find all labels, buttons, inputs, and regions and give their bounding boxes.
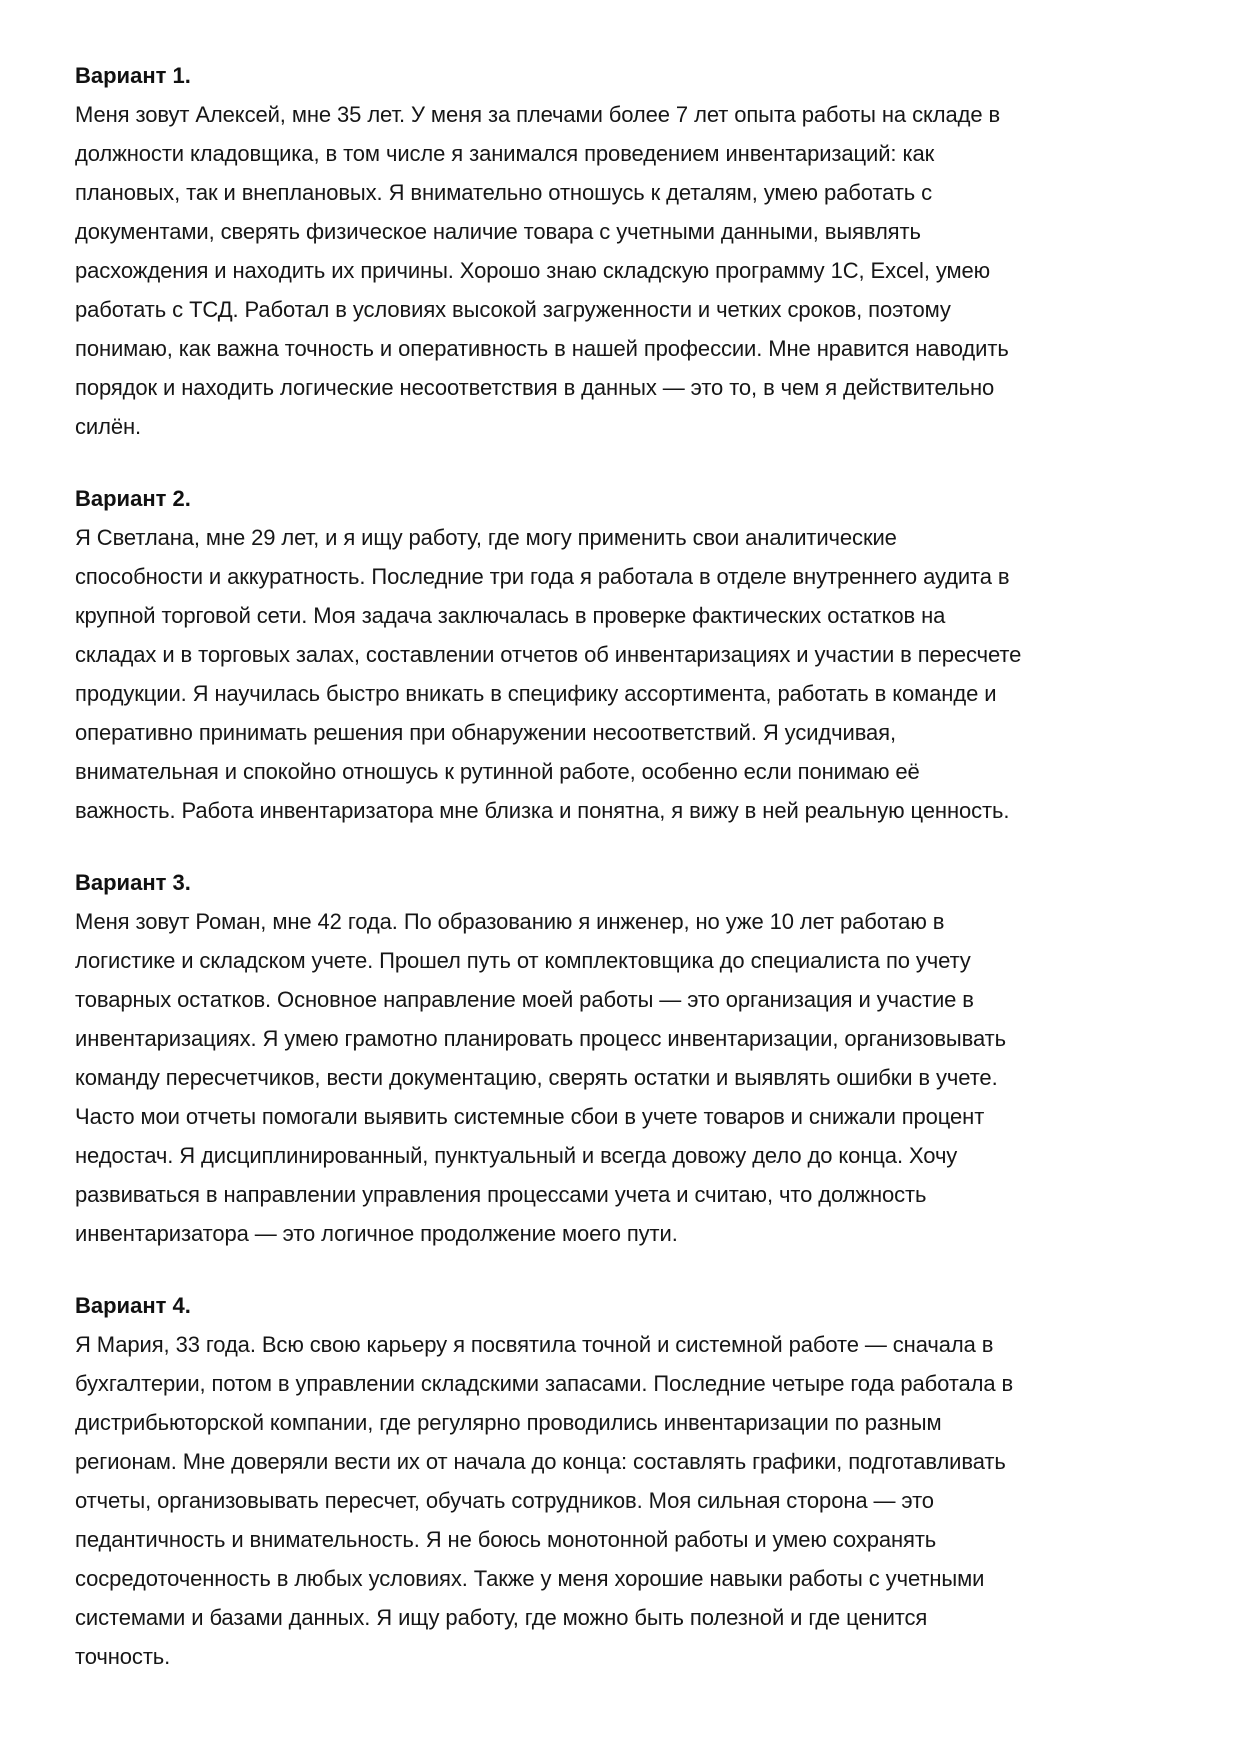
- section-lines: [75, 1325, 1169, 1676]
- text-line: важность. Работа инвентаризатора мне близка и понятна, я вижу в ней реальную ценность.: [75, 798, 1010, 823]
- text-section: [75, 1286, 1169, 1676]
- text-line: регионам. Мне доверяли вести их от начала до конца: составлять графики, подготавливать: [75, 1449, 1006, 1474]
- text-line: Меня зовут Роман, мне 42 года. По образованию я инженер, но уже 10 лет работаю в: [75, 909, 945, 934]
- text-line: бухгалтерии, потом в управлении складскими запасами. Последние четыре года работала в: [75, 1371, 1014, 1396]
- text-section: [75, 56, 1169, 446]
- text-line: Я Мария, 33 года. Всю свою карьеру я посвятила точной и системной работе — сначала в: [75, 1332, 994, 1357]
- text-section: [75, 479, 1169, 830]
- text-line: развиваться в направлении управления процессами учета и считаю, что должность: [75, 1182, 927, 1207]
- text-line: недостач. Я дисциплинированный, пунктуальный и всегда довожу дело до конца. Хочу: [75, 1143, 958, 1168]
- text-line: способности и аккуратность. Последние три года я работала в отделе внутреннего аудита в: [75, 564, 1010, 589]
- section-heading: Вариант 4.: [75, 1293, 191, 1318]
- text-line: расхождения и находить их причины. Хорошо знаю складскую программу 1С, Excel, умею: [75, 258, 991, 283]
- section-lines: [75, 518, 1169, 830]
- document-body: [75, 56, 1169, 1676]
- text-line: товарных остатков. Основное направление моей работы — это организация и участие в: [75, 987, 974, 1012]
- text-line: внимательная и спокойно отношусь к рутинной работе, особенно если понимаю её: [75, 759, 920, 784]
- section-lines: [75, 95, 1169, 446]
- text-line: системами и базами данных. Я ищу работу, где можно быть полезной и где ценится: [75, 1605, 928, 1630]
- text-line: работать с ТСД. Работал в условиях высокой загруженности и четких сроков, поэтому: [75, 297, 951, 322]
- section-heading: Вариант 2.: [75, 486, 191, 511]
- text-line: складах и в торговых залах, составлении отчетов об инвентаризациях и участии в пересчете: [75, 642, 1022, 667]
- text-line: инвентаризатора — это логичное продолжение моего пути.: [75, 1221, 678, 1246]
- text-line: точность.: [75, 1644, 171, 1669]
- text-line: логистике и складском учете. Прошел путь от комплектовщика до специалиста по учету: [75, 948, 971, 973]
- text-line: инвентаризациях. Я умею грамотно планировать процесс инвентаризации, организовывать: [75, 1026, 1006, 1051]
- text-line: Меня зовут Алексей, мне 35 лет. У меня за плечами более 7 лет опыта работы на складе в: [75, 102, 1001, 127]
- section-lines: [75, 902, 1169, 1253]
- text-line: документами, сверять физическое наличие товара с учетными данными, выявлять: [75, 219, 921, 244]
- text-line: сосредоточенность в любых условиях. Также у меня хорошие навыки работы с учетными: [75, 1566, 985, 1591]
- text-line: дистрибьюторской компании, где регулярно проводились инвентаризации по разным: [75, 1410, 942, 1435]
- text-line: крупной торговой сети. Моя задача заключалась в проверке фактических остатков на: [75, 603, 946, 628]
- section-heading: Вариант 1.: [75, 63, 191, 88]
- text-line: порядок и находить логические несоответствия в данных — это то, в чем я действительно: [75, 375, 995, 400]
- text-line: плановых, так и внеплановых. Я внимательно отношусь к деталям, умею работать с: [75, 180, 933, 205]
- text-line: команду пересчетчиков, вести документацию, сверять остатки и выявлять ошибки в учете.: [75, 1065, 998, 1090]
- text-line: понимаю, как важна точность и оперативность в нашей профессии. Мне нравится наводить: [75, 336, 1009, 361]
- section-heading: Вариант 3.: [75, 870, 191, 895]
- text-line: оперативно принимать решения при обнаружении несоответствий. Я усидчивая,: [75, 720, 897, 745]
- text-section: [75, 863, 1169, 1253]
- text-line: должности кладовщика, в том числе я занимался проведением инвентаризаций: как: [75, 141, 935, 166]
- text-line: Часто мои отчеты помогали выявить системные сбои в учете товаров и снижали процент: [75, 1104, 985, 1129]
- text-line: силён.: [75, 414, 142, 439]
- text-line: Я Светлана, мне 29 лет, и я ищу работу, где могу применить свои аналитические: [75, 525, 897, 550]
- text-line: педантичность и внимательность. Я не боюсь монотонной работы и умею сохранять: [75, 1527, 937, 1552]
- text-line: продукции. Я научилась быстро вникать в специфику ассортимента, работать в команде и: [75, 681, 997, 706]
- text-line: отчеты, организовывать пересчет, обучать сотрудников. Моя сильная сторона — это: [75, 1488, 934, 1513]
